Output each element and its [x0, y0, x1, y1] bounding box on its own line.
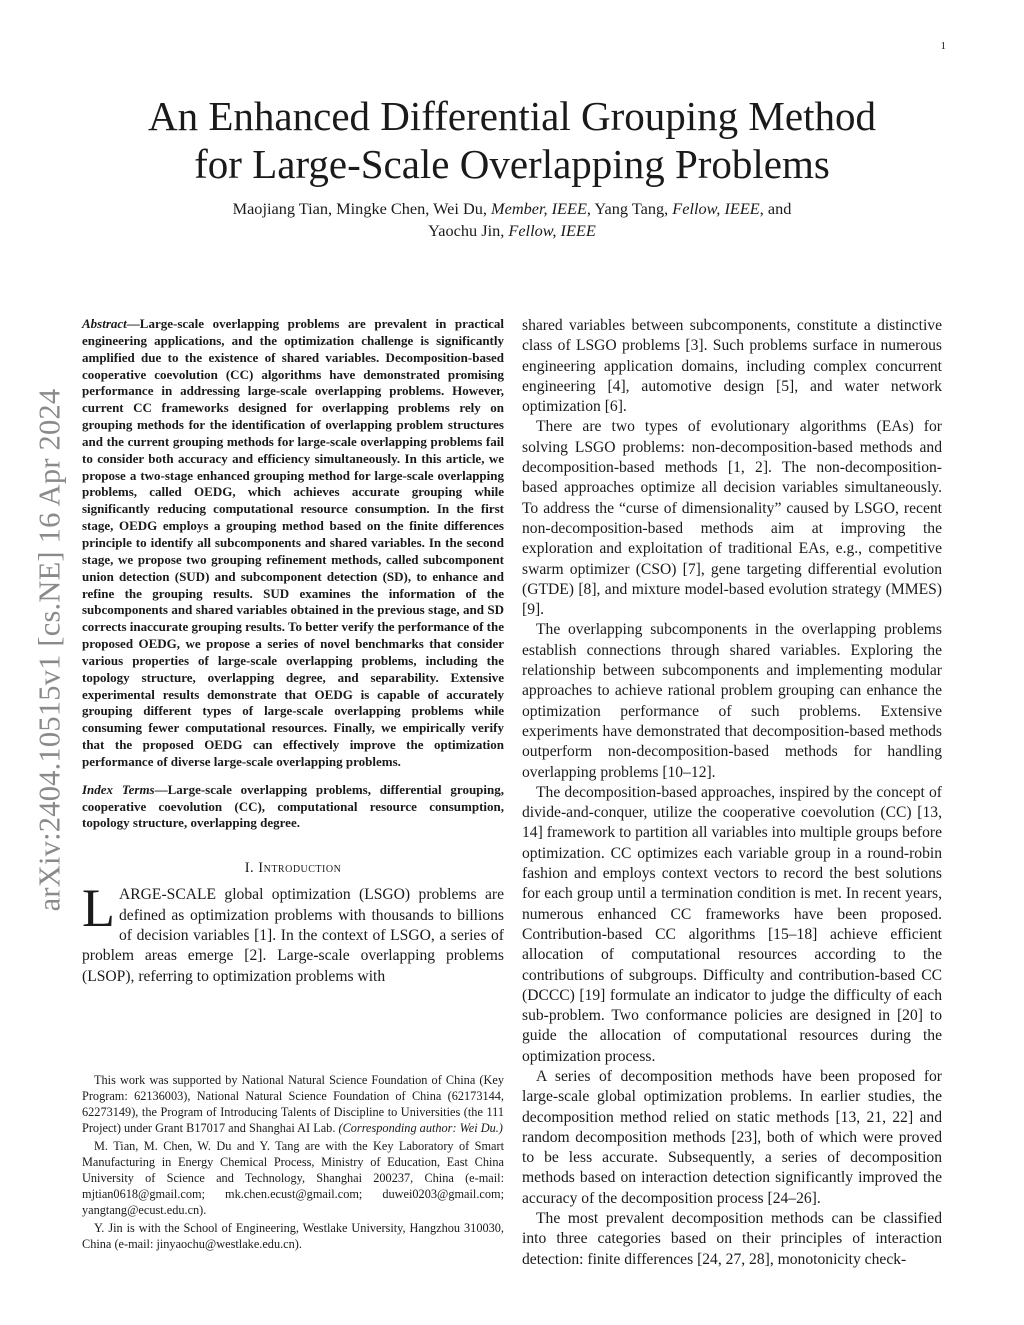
body-paragraph: The overlapping subcomponents in the overlapping problems establish connections through shared variables. Exploring the relationship between subcomponents and implementing modular approaches to achieve rational problem grouping can enhance the optimization performance of such problems. Extensive experiments have demonstrated that decomposition-based methods outperform non-decomposition-based methods for handling overlapping problems [10–12]. — [522, 621, 942, 781]
footnote-corresponding-author: (Corresponding author: Wei Du.) — [338, 1121, 503, 1135]
footnotes — [82, 1072, 504, 1252]
authors-part: Maojiang Tian, Mingke Chen, Wei Du, — [232, 199, 492, 218]
author-affiliation-title: Fellow, IEEE — [508, 221, 596, 240]
body-paragraph: A series of decomposition methods have been proposed for large-scale global optimization problems. In earlier studies, the decomposition method relied on static methods [13, 21, 22] and random decomposition methods [23], both of which were proved to be less accurate. Subsequently, a series of decomposition methods based on interaction detection significantly improved the accuracy of the decomposition process [24–26]. — [522, 1067, 942, 1207]
index-terms-text: —Large-scale overlapping problems, differential grouping, cooperative coevolution (CC), computational resource consumption, topology structure, overlapping degree. — [82, 781, 505, 831]
author-list — [100, 198, 924, 242]
arxiv-identifier: arXiv:2404.10515v1 [cs.NE] 16 Apr 2024 — [32, 388, 67, 912]
footnote-affiliation-2: Y. Jin is with the School of Engineering, Westlake University, Hangzhou 310030, China (e-mail: jinyaochu@westlake.edu.cn). — [82, 1221, 504, 1251]
authors-part: , and — [759, 199, 792, 218]
body-paragraph: There are two types of evolutionary algorithms (EAs) for solving LSGO problems: non-decomposition-based methods and decomposition-based methods [1, 2]. The non-decomposition-based approaches optimize all decision variables simultaneously. To address the “curse of dimensionality” caused by LSGO, recent non-decomposition-based methods aim at improving the exploration and exploitation of traditional EAs, e.g., competitive swarm optimizer (CSO) [7], gene targeting differential evolution (GTDE) [8], and mixture model-based evolution strategy (MMES) [9]. — [522, 418, 942, 619]
index-terms-label: Index Terms — [82, 781, 155, 797]
abstract-text: —Large-scale overlapping problems are prevalent in practical engineering applications, and the optimization challenge is significantly amplified due to the existence of shared variables. Decomposition-based cooperative coevolution (CC) algorithms have demonstrated promising performance in addressing large-scale overlapping problems. However, current CC frameworks designed for overlapping problems rely on grouping methods for the identification of overlapping problem structures and the current grouping methods for large-scale overlapping problems fail to consider both accuracy and efficiency simultaneously. In this article, we propose a two-stage enhanced grouping method for large-scale overlapping problems, called OEDG, which achieves accurate grouping while significantly reducing computational resource consumption. In the first stage, OEDG employs a grouping method based on the finite differences principle to identify all subcomponents and shared variables. In the second stage, we propose two grouping refinement methods, called subcomponent union detection (SUD) and subcomponent detection (SD), to enhance and refine the grouping results. SUD examines the information of the subcomponents and shared variables obtained in the previous stage, and SD corrects inaccurate grouping results. To better verify the performance of the proposed OEDG, we propose a series of novel benchmarks that consider various properties of large-scale overlapping problems, including the topology structure, overlapping degree, and separability. Extensive experimental results demonstrate that OEDG is capable of accurately grouping different types of large-scale overlapping problems while consuming fewer computational resources. Finally, we empirically verify that the proposed OEDG can effectively improve the optimization performance of diverse large-scale overlapping problems. — [82, 316, 504, 769]
abstract — [82, 316, 504, 771]
authors-part: , Yang Tang, — [586, 199, 673, 218]
author-affiliation-title: Member, IEEE — [491, 199, 587, 218]
section-heading-introduction: I. Introduction — [244, 860, 342, 877]
author-affiliation-title: Fellow, IEEE — [672, 199, 760, 218]
body-paragraph: The most prevalent decomposition methods can be classified into three categories based on their principles of interaction detection: finite differences [24, 27, 28], monotonicity check- — [522, 1210, 942, 1268]
intro-text: ARGE-SCALE global optimization (LSGO) problems are defined as optimization problems with thousands to billions of decision variables [1]. In the context of LSGO, a series of problem areas emerge [2]. Large-scale overlapping problems (LSOP), referring to optimization problems with — [82, 886, 504, 985]
body-paragraph: shared variables between subcomponents, constitute a distinctive class of LSGO problems [3]. Such problems surface in numerous engineering application domains, including complex concurrent engineering [4], automotive design [5], and water network optimization [6]. — [522, 317, 942, 416]
left-column — [82, 316, 504, 987]
intro-paragraph — [82, 878, 504, 986]
right-column — [522, 316, 942, 1270]
footnote-funding — [82, 1072, 504, 1136]
drop-cap: L — [82, 878, 115, 939]
title-line-1: An Enhanced Differential Grouping Method — [148, 93, 876, 139]
abstract-label: Abstract — [82, 316, 127, 331]
body-paragraph: The decomposition-based approaches, inspired by the concept of divide-and-conquer, utilize the cooperative coevolution (CC) [13, 14] framework to partition all variables into multiple groups before optimization. CC optimizes each variable group in a round-robin fashion and employs context vectors to record the best solutions for each group until a termination condition is met. In recent years, numerous enhanced CC frameworks have been proposed. Contribution-based CC algorithms [15–18] achieve efficient allocation of computational resources according to the contributions of subgroups. Difficulty and contribution-based CC (DCCC) [19] formulate an indicator to judge the difficulty of each sub-problem. Two conformance policies are designed in [20] to guide the allocation of computational resources during the optimization process. — [522, 783, 942, 1065]
title-line-2: for Large-Scale Overlapping Problems — [194, 141, 830, 187]
page-number: 1 — [940, 40, 946, 52]
paper-title — [0, 92, 1024, 188]
authors-part: Yaochu Jin, — [428, 221, 509, 240]
index-terms — [82, 782, 504, 833]
footnote-affiliation-1: M. Tian, M. Chen, W. Du and Y. Tang are with the Key Laboratory of Smart Manufacturing in Energy Chemical Process, Ministry of Education, East China University of Science and Technology, Shanghai 200237, China (e-mail: mjtian0618@gmail.com; mk.chen.ecust@gmail.com; duwei0203@gmail.com; yangtang@ecust.edu.cn). — [82, 1139, 504, 1217]
footnote-funding-text: This work was supported by National Natural Science Foundation of China (Key Program: 62136003), National Natural Science Foundation of China (62173144, 62273149), the Program of Introducing Talents of Discipline to Universities (the 111 Project) under Grant B17017 and Shanghai AI Lab. — [82, 1073, 504, 1135]
